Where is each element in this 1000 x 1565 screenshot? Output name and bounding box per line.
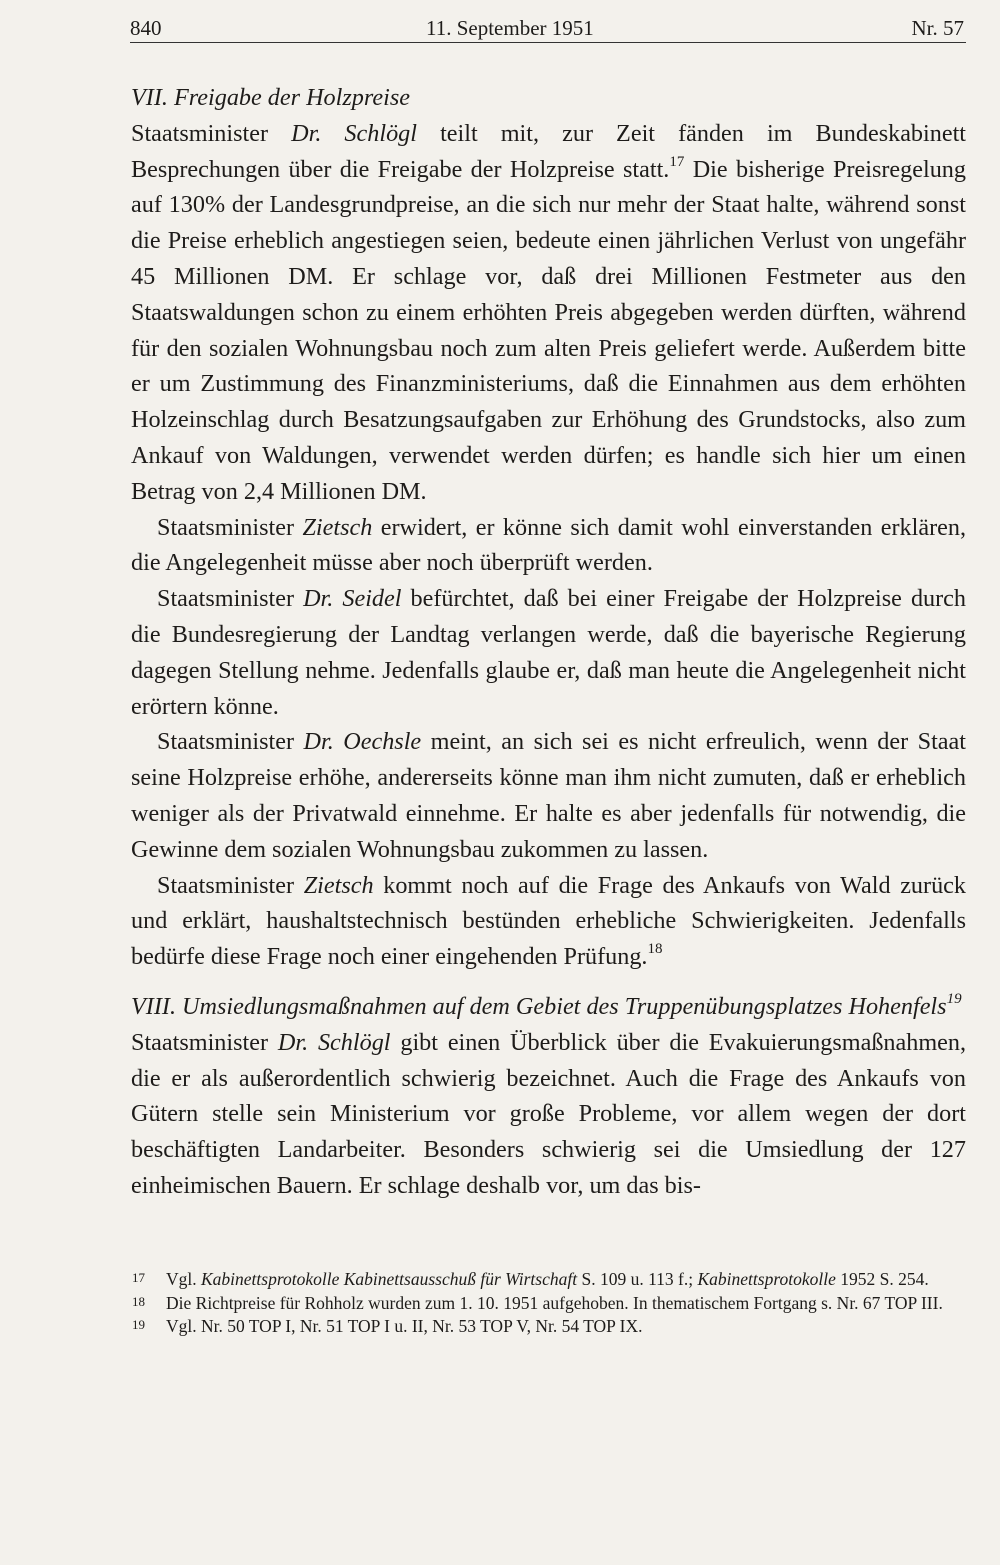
footnote-ref: 17 xyxy=(669,153,685,170)
footnote-number: 18 xyxy=(132,1293,145,1309)
footnote-ref: 18 xyxy=(647,941,663,958)
speaker-name: Dr. Schlögl xyxy=(277,1028,391,1056)
footnotes xyxy=(130,1268,966,1339)
footnote-number: 17 xyxy=(132,1270,145,1285)
paragraph: Staatsminister Dr. Oechsle meint, an sich sei es nicht erfreulich, wenn der Staat seine Holzpreise erhöhe, andererseits könne man ihm nicht zumuten, daß er erheblich weniger als der Privatwald einnehme. Er halte es aber jedenfalls für notwendig, die Gewinne dem sozialen Wohnungsbau zukommen zu lassen. xyxy=(131,728,966,863)
footnote-number: 19 xyxy=(132,1317,145,1332)
section-heading-vii: VII. Freigabe der Holzpreise xyxy=(131,84,410,111)
running-header xyxy=(130,12,966,43)
paragraph: Staatsminister Zietsch erwidert, er könne sich damit wohl einverstanden erklären, die Angelegenheit müsse aber noch überprüft werden. xyxy=(131,513,967,577)
footnote-18: 18 Die Richtpreise für Rohholz wurden zum 1. 10. 1951 aufgehoben. In thematischem Fortgang s. Nr. 67 TOP III. xyxy=(130,1292,966,1316)
speaker-name: Dr. Oechsle xyxy=(303,728,422,756)
paragraph: Staatsminister Zietsch kommt noch auf die Frage des Ankaufs von Wald zurück und erklärt, haushaltstechnisch bestünden erhebliche Schwierigkeiten. Jedenfalls bedürfe diese Frage noch einer eingehenden Prüfung.$^{18}$ xyxy=(131,871,967,971)
page-number: 840 xyxy=(130,16,162,40)
issue-number: Nr. 57 xyxy=(911,16,964,40)
footnote-ref: 19 xyxy=(946,990,962,1007)
paragraph: Staatsminister Dr. Seidel befürchtet, daß bei einer Freigabe der Holzpreise durch die Bundesregierung der Landtag verlangen werde, daß die bayerische Regierung dagegen Stellung nehme. Jedenfalls glaube er, daß man heute die Angelegenheit nicht erörtern könne. xyxy=(131,585,967,720)
speaker-name: Dr. Schlögl xyxy=(291,119,417,147)
section-heading-viii: VIII. Umsiedlungsmaßnahmen auf dem Gebiet des Truppenübungsplatzes Hohenfels$^{19}$ xyxy=(131,990,962,1020)
speaker-name: Dr. Seidel xyxy=(303,585,402,613)
speaker-name: Zietsch xyxy=(302,513,373,541)
speaker-name: Zietsch xyxy=(303,871,374,899)
main-text xyxy=(131,80,966,1204)
footnote-19: 19 Vgl. Nr. 50 TOP I, Nr. 51 TOP I u. II, Nr. 53 TOP V, Nr. 54 TOP IX. xyxy=(130,1315,966,1339)
paragraph: Staatsminister Dr. Schlögl teilt mit, zur Zeit fänden im Bundeskabinett Besprechungen über die Freigabe der Holzpreise statt.$^{17}$ Die bisherige Preisregelung auf 130% der Landesgrundpreise, an die sich nur mehr der Staat halte, während sonst die Preise erheblich angestiegen seien, bedeute einen jährlichen Verlust von ungefähr 45 Millionen DM. Er schlage vor, daß drei Millionen Festmeter aus den Staatswaldungen schon zu einem erhöhten Preis abgegeben werden dürften, während für den sozialen Wohnungsbau noch zum alten Preis geliefert werde. Außerdem bitte er um Zustimmung des Finanzministeriums, daß die Einnahmen aus dem erhöhten Holzeinschlag durch Besatzungsaufgaben zur Erhöhung des Grundstocks, also zum Ankauf von Waldungen, verwendet werden dürfen; es handle sich hier um einen Betrag von 2,4 Millionen DM. xyxy=(131,119,967,505)
paragraph: Staatsminister Dr. Schlögl gibt einen Überblick über die Evakuierungsmaßnahmen, die er als außerordentlich schwierig bezeichnet. Auch die Frage des Ankaufs von Gütern stelle sein Ministerium vor große Probleme, vor allem wegen der dort beschäftigten Landarbeiter. Besonders schwierig sei die Umsiedlung der 127 einheimischen Bauern. Er schlage deshalb vor, um das bis- xyxy=(131,1028,967,1199)
header-date: 11. September 1951 xyxy=(426,16,594,40)
footnote-17: 17 Vgl. Kabinettsprotokolle Kabinettsausschuß für Wirtschaft S. 109 u. 113 f.; Kabinettsprotokolle 1952 S. 254. xyxy=(130,1268,966,1292)
